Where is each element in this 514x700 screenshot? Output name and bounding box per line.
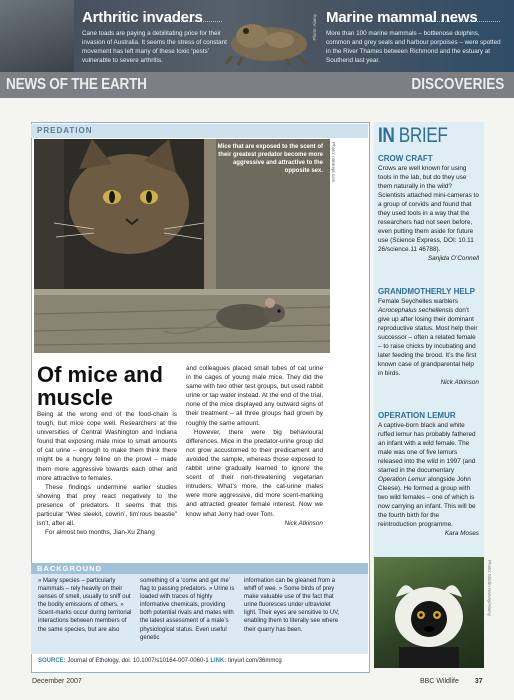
banner-photo-credit: Photo: Alamy	[312, 14, 317, 41]
op-title-italic: Operation Lemur	[378, 476, 426, 483]
paragraph: However, there were big behavioural differences. Mice in the predator-urine group did not grow accustomed to their predicament and avoided the sample, whereas those exposed to rabbit urine gradually learned to ignore the scent of their non-threatening vegetarian intruders. What’s more, the cat-urine males were more aggressive, did more scent-marking and attracted greater female interest. Now we know what Jerry had over Tom.	[186, 428, 323, 518]
banner-left-text: Cane toads are paying a debilitating price for their invasion of Australia. It seems the stress of constant movement has left many of these toxic ‘pests’ vulnerable to severe arthritis.	[82, 30, 227, 64]
gm-species: Acrocephalus sechellensis	[378, 307, 454, 314]
section-discoveries: DISCOVERIES	[411, 76, 504, 93]
background-column-1: » Many species – particularly mammals – rely heavily on their senses of smell, usually to sniff out the bodily emissions of others. » Scent-marks occur during territorial interactions between members of the same species, but are also	[38, 578, 132, 633]
in-brief-brief: BRIEF	[398, 124, 448, 147]
article-column-2	[186, 364, 323, 528]
link-text[interactable]: tinyurl.com/36mmcg	[228, 658, 282, 664]
banner-right-text: More than 100 marine mammals – bottlenose dolphins, common and grey seals and harbour porpoises – were spotted in the River Thames between Richmond and the estuary at Southend last year.	[326, 30, 501, 64]
in-brief-in: IN	[378, 124, 395, 147]
op-body-c: alongside John Cleese). He formed a group with two wild females – one of which is now carrying an infant. This will be the fourth birth for the reintroduction programme.	[378, 476, 476, 528]
op-body-a: A captive-born black and white ruffed lemur has probably fathered an infant with a wild female. The male was one of five lemurs released into the wild in 1997 (and starred in the documentary	[378, 422, 476, 474]
banner-left-photo	[0, 0, 74, 72]
crow-craft-byline: Sanjida O’Connell	[427, 255, 479, 262]
background-bar	[31, 563, 368, 574]
crow-craft-body: Crows are well known for using tools in the lab, but do they use them naturally in the wild? Scientists attached mini-cameras to a group of corvids and found that they used tools in a way that the researchers had not seen before, even putting them aside for future use (Science Express, DOI: 10.11 26/science.11 46788).	[378, 165, 479, 253]
photo-credit: Photo: naturepl.com	[331, 142, 336, 183]
background-column-2: something of a ‘come and get me’ flag to passing predators. » Urine is loaded with traces of highly informative chemicals, providing both potential rivals and mates with the latest assessment of a male’s physiological status. Even useful genetic	[140, 578, 235, 641]
grandmotherly-help-text	[378, 297, 479, 387]
op-byline: Kara Moses	[444, 530, 479, 537]
banner-left-title: Arthritic invaders	[82, 9, 203, 26]
photo-caption: Mice that are exposed to the scent of their greatest predator become more aggressive and attractive to the opposite sex.	[217, 144, 323, 174]
section-bar	[0, 72, 514, 98]
background-label: BACKGROUND	[37, 564, 102, 573]
gm-body-a: Female Seychelles warblers	[378, 298, 458, 305]
paragraph: Being at the wrong end of the food-chain is tough, but mice cope well. Researchers at the universities of Central Washington and Indiana found that exposing male mice to small amounts of cat urine – enough to make them think there might be a hungry feline on the prowl – made them more aggressive towards each other and more attractive to females.	[37, 411, 177, 482]
paragraph: For almost two months, Jian-Xu Zhang	[45, 529, 155, 537]
source-text: Journal of Ethology, doi: 10.1007/s10164-007-0060-1	[67, 658, 209, 664]
headline: Of mice and muscle	[37, 362, 163, 410]
paragraph: These findings undermine earlier studies showing that prey react negatively to the presence of predators. It seems that this particular “Wee sleekit, cowrin’, tim’rous beastie” isn’t, after all.	[37, 483, 177, 528]
in-brief-title	[378, 124, 447, 148]
footer-date: December 2007	[32, 678, 82, 685]
banner-right-title: Marine mammal news	[326, 9, 478, 26]
top-banner	[0, 0, 514, 72]
lemur-illustration	[374, 557, 484, 668]
gm-body-c: don’t give up after losing their dominant reproductive status. Most help their successor – often a related female – to raise chicks by incubating and later feeding the brood. It’s the first known case of grandparental help in birds.	[378, 307, 478, 377]
cane-toad-image	[222, 10, 316, 66]
operation-lemur-text	[378, 421, 479, 538]
lemur-photo	[374, 557, 484, 668]
lemur-photo-credit: Photo: Martin Harvey/Alamy	[487, 560, 492, 617]
source-label: SOURCE:	[38, 658, 66, 664]
source-line	[38, 658, 282, 664]
section-title: NEWS OF THE EARTH	[6, 76, 147, 93]
grandmotherly-help-heading: GRANDMOTHERLY HELP	[378, 287, 475, 296]
byline: Nick Atkinson	[284, 519, 323, 527]
gm-byline: Nick Atkinson	[440, 379, 479, 386]
banner-right-rule	[428, 21, 500, 22]
footer-right	[420, 678, 483, 685]
crow-craft-heading: CROW CRAFT	[378, 154, 433, 163]
footer-magazine: BBC Wildlife	[420, 678, 459, 685]
crow-craft-text	[378, 164, 479, 263]
background-column-3: information can be gleaned from a whiff of wee. » Some birds of prey make valuable use of the fact that urine fluoresces under ultraviolet light. Their eyes are sensitive to UV, enabling them to literally see where their quarry has been.	[244, 578, 340, 633]
operation-lemur-heading: OPERATION LEMUR	[378, 411, 456, 420]
article-column-1	[37, 410, 177, 537]
link-label: LINK:	[210, 658, 227, 664]
page-number: 37	[474, 678, 483, 685]
paragraph: and colleagues placed small tubes of cat urine in the cages of young male mice. They did the same with two other test groups, but used rabbit urine or tap water instead. At the end of the trial, none of the mice displayed any outward signs of their treatment – all three groups had grown by roughly the same amount.	[186, 365, 323, 427]
kicker-bar	[31, 124, 368, 138]
kicker: PREDATION	[37, 126, 93, 135]
banner-left-rule	[166, 21, 222, 22]
